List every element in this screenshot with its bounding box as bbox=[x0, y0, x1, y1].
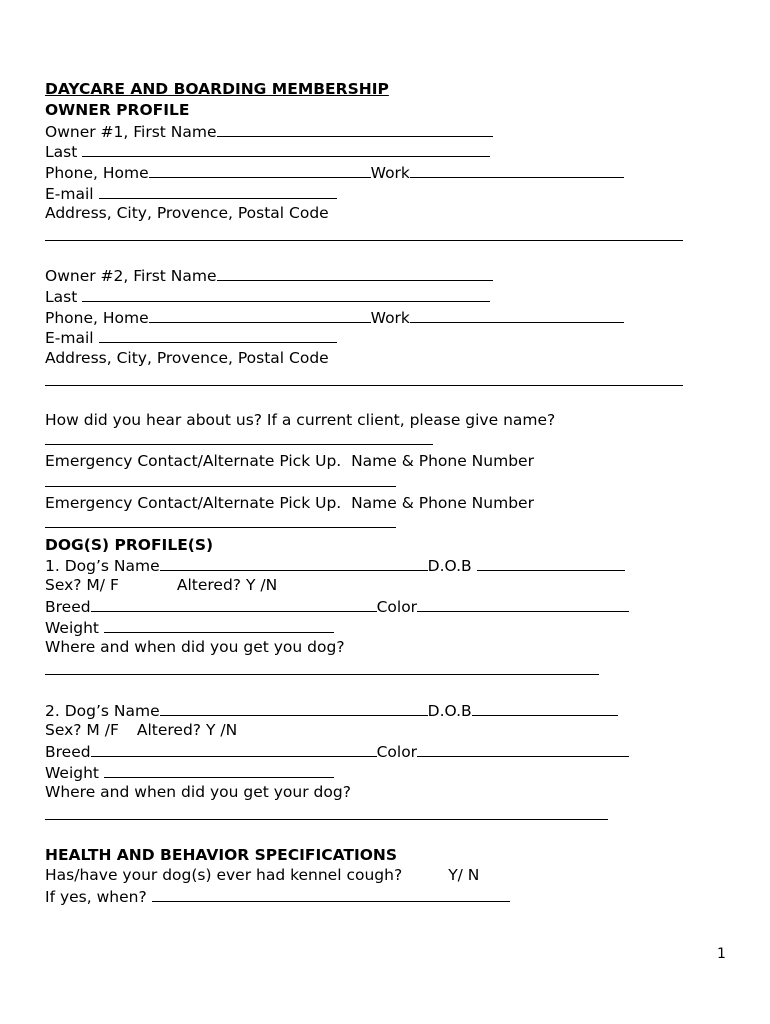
dog1-altered-label: Altered? Y /N bbox=[176, 576, 278, 594]
dog2-breed-label: Breed bbox=[45, 743, 91, 761]
dog1-breed-field[interactable] bbox=[91, 596, 377, 612]
form-title: DAYCARE AND BOARDING MEMBERSHIP bbox=[45, 80, 389, 98]
dog2-dob-label: D.O.B bbox=[427, 702, 472, 720]
dog1-color-label: Color bbox=[376, 598, 418, 616]
kennel-cough-row bbox=[45, 865, 479, 885]
dog2-weight-label: Weight bbox=[45, 764, 100, 782]
dog2-name-row bbox=[45, 700, 618, 721]
dog2-weight-field[interactable] bbox=[104, 762, 334, 778]
owner2-last-name-field[interactable] bbox=[82, 286, 490, 302]
owner-profile-heading: OWNER PROFILE bbox=[45, 101, 190, 119]
dog1-breed-row bbox=[45, 596, 629, 617]
owner2-address-field[interactable] bbox=[45, 385, 683, 386]
emergency1-field[interactable] bbox=[45, 486, 396, 487]
if-yes-label: If yes, when? bbox=[45, 888, 147, 906]
owner1-last-name-row bbox=[45, 141, 490, 162]
emergency1-label: Emergency Contact/Alternate Pick Up. Name & Phone Number bbox=[45, 452, 534, 470]
if-yes-field[interactable] bbox=[152, 886, 510, 902]
owner2-phone-home-label: Phone, Home bbox=[45, 309, 149, 327]
dog2-where-label: Where and when did you get your dog? bbox=[45, 783, 351, 801]
hear-about-label: How did you hear about us? If a current client, please give name? bbox=[45, 411, 556, 429]
owner1-phone-home-field[interactable] bbox=[149, 162, 371, 178]
owner1-email-label: E-mail bbox=[45, 185, 94, 203]
dog1-sex-label: Sex? M/ F bbox=[45, 576, 119, 594]
owner2-last-name-label: Last bbox=[45, 288, 78, 306]
dog-profile-heading: DOG(S) PROFILE(S) bbox=[45, 536, 214, 554]
emergency2-label: Emergency Contact/Alternate Pick Up. Name & Phone Number bbox=[45, 494, 534, 512]
dog2-color-field[interactable] bbox=[417, 741, 629, 757]
dog1-name-label: 1. Dog’s Name bbox=[45, 557, 160, 575]
owner1-work-label: Work bbox=[370, 164, 410, 182]
dog2-breed-field[interactable] bbox=[91, 741, 377, 757]
owner2-work-field[interactable] bbox=[410, 307, 624, 323]
dog2-dob-field[interactable] bbox=[472, 700, 618, 716]
dog1-breed-label: Breed bbox=[45, 598, 91, 616]
owner2-first-name-field[interactable] bbox=[217, 265, 493, 281]
hear-about-field[interactable] bbox=[45, 444, 433, 445]
dog1-dob-field[interactable] bbox=[477, 555, 625, 571]
dog1-weight-field[interactable] bbox=[104, 617, 334, 633]
owner1-address-label: Address, City, Provence, Postal Code bbox=[45, 204, 329, 222]
dog1-weight-row bbox=[45, 617, 334, 638]
owner1-email-row bbox=[45, 183, 337, 204]
dog1-weight-label: Weight bbox=[45, 619, 100, 637]
kennel-cough-yn[interactable]: Y/ N bbox=[448, 866, 480, 884]
owner2-first-name-label: Owner #2, First Name bbox=[45, 267, 217, 285]
owner2-address-label: Address, City, Provence, Postal Code bbox=[45, 349, 329, 367]
owner1-email-field[interactable] bbox=[99, 183, 337, 199]
dog1-where-label: Where and when did you get you dog? bbox=[45, 638, 345, 656]
owner1-phone-home-label: Phone, Home bbox=[45, 164, 149, 182]
dog2-breed-row bbox=[45, 741, 629, 762]
dog1-sex-row bbox=[45, 575, 277, 595]
dog1-name-row bbox=[45, 555, 625, 576]
owner1-work-field[interactable] bbox=[410, 162, 624, 178]
owner1-address-field[interactable] bbox=[45, 240, 683, 241]
owner2-first-name-row bbox=[45, 265, 493, 286]
owner1-first-name-field[interactable] bbox=[217, 121, 493, 137]
if-yes-row bbox=[45, 886, 510, 907]
dog2-weight-row bbox=[45, 762, 334, 783]
owner2-last-name-row bbox=[45, 286, 490, 307]
owner1-last-name-field[interactable] bbox=[82, 141, 490, 157]
owner2-phone-home-field[interactable] bbox=[149, 307, 371, 323]
dog1-color-field[interactable] bbox=[417, 596, 629, 612]
dog1-name-field[interactable] bbox=[160, 555, 428, 571]
dog2-sex-label: Sex? M /F bbox=[45, 721, 119, 739]
dog2-color-label: Color bbox=[376, 743, 418, 761]
owner1-first-name-row bbox=[45, 121, 493, 142]
owner2-email-label: E-mail bbox=[45, 329, 94, 347]
dog2-sex-row bbox=[45, 720, 237, 740]
dog2-altered-label: Altered? Y /N bbox=[136, 721, 238, 739]
owner1-last-name-label: Last bbox=[45, 143, 78, 161]
owner1-phone-row bbox=[45, 162, 624, 183]
health-heading: HEALTH AND BEHAVIOR SPECIFICATIONS bbox=[45, 846, 398, 864]
owner2-email-row bbox=[45, 327, 337, 348]
dog1-dob-label: D.O.B bbox=[427, 557, 472, 575]
dog2-name-label: 2. Dog’s Name bbox=[45, 702, 160, 720]
kennel-cough-label: Has/have your dog(s) ever had kennel cough? bbox=[45, 866, 403, 884]
dog2-where-field[interactable] bbox=[45, 819, 608, 820]
dog1-where-field[interactable] bbox=[45, 674, 599, 675]
owner2-phone-row bbox=[45, 307, 624, 328]
page-number: 1 bbox=[717, 946, 726, 962]
owner2-work-label: Work bbox=[370, 309, 410, 327]
owner1-first-name-label: Owner #1, First Name bbox=[45, 123, 217, 141]
owner2-email-field[interactable] bbox=[99, 327, 337, 343]
dog2-name-field[interactable] bbox=[160, 700, 428, 716]
emergency2-field[interactable] bbox=[45, 527, 396, 528]
